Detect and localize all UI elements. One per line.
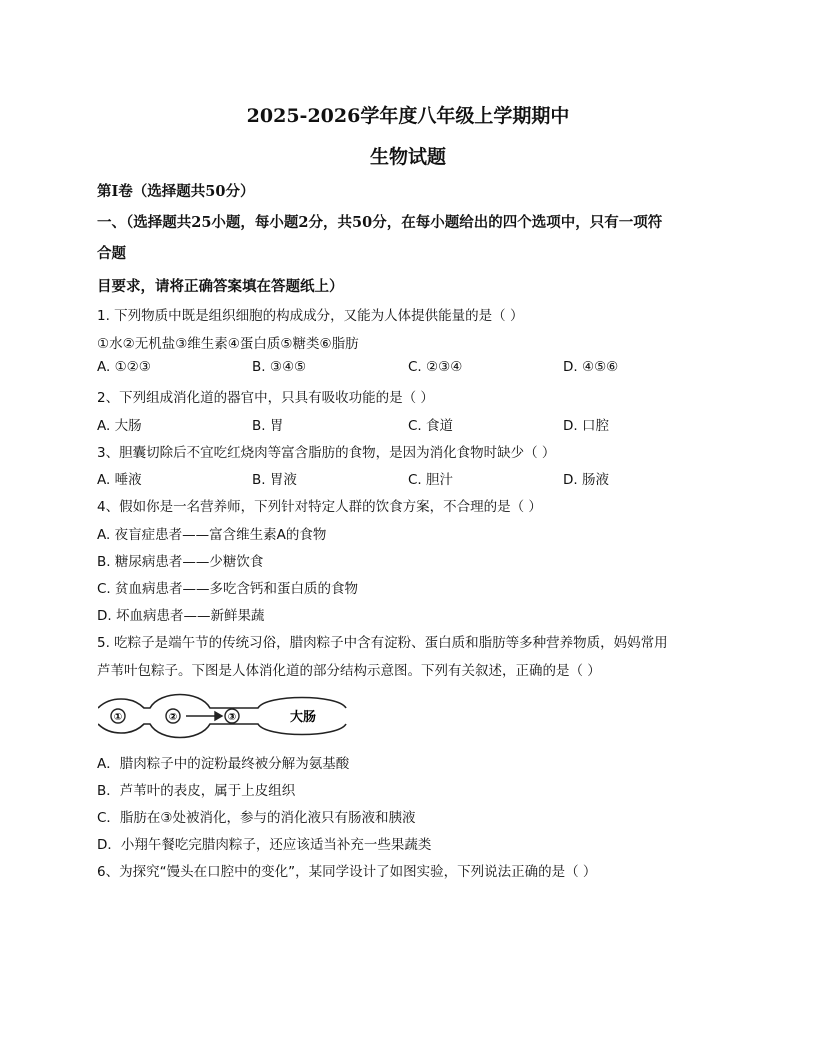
diagram-label-2: ② — [168, 712, 178, 723]
question-3-option-a: A. 唾液 — [97, 472, 142, 488]
question-4-option-c: C. 贫血病患者——多吃含钙和蛋白质的食物 — [97, 581, 359, 597]
page-title-line1: 2025-2026学年度八年级上学期期中 — [246, 105, 570, 127]
page-title-line2: 生物试题 — [369, 146, 446, 168]
question-5-option-b: B．芦苇叶的表皮，属于上皮组织 — [97, 783, 296, 799]
question-2-option-c: C. 食道 — [408, 418, 454, 434]
question-6-stem: 6、为探究“馒头在口腔中的变化”，某同学设计了如图实验，下列说法正确的是（ ） — [97, 864, 597, 880]
question-2-stem: 2、下列组成消化道的器官中，只具有吸收功能的是（ ） — [97, 390, 434, 406]
question-1-option-a: A. ①②③ — [97, 359, 151, 375]
question-3-option-d: D. 肠液 — [563, 472, 609, 488]
question-3-option-c: C. 胆汁 — [408, 472, 454, 488]
section-instruction-line2: 合题 — [97, 245, 126, 262]
question-5-option-a: A．腊肉粽子中的淀粉最终被分解为氨基酸 — [97, 756, 350, 772]
question-1-stem: 1. 下列物质中既是组织细胞的构成成分，又能为人体提供能量的是（ ） — [97, 308, 524, 324]
question-2-option-a: A. 大肠 — [97, 418, 142, 434]
question-1-option-c: C. ②③④ — [408, 359, 463, 375]
question-1-substances: ①水②无机盐③维生素④蛋白质⑤糖类⑥脂肪 — [97, 336, 359, 352]
question-1-option-b: B. ③④⑤ — [252, 359, 307, 375]
diagram-label-large-intestine: 大肠 — [289, 710, 317, 725]
diagram-label-3: ③ — [227, 712, 237, 723]
question-4-option-b: B. 糖尿病患者——少糖饮食 — [97, 554, 264, 570]
question-3-option-b: B. 胃液 — [252, 472, 297, 488]
question-4-option-a: A. 夜盲症患者——富含维生素A的食物 — [97, 527, 327, 543]
digestive-tract-diagram — [98, 688, 348, 748]
question-5-stem-line2: 芦苇叶包粽子。下图是人体消化道的部分结构示意图。下列有关叙述，正确的是（ ） — [97, 663, 601, 679]
section-instruction-line1: 一、（选择题共25小题，每小题2分，共50分，在每小题给出的四个选项中，只有一项符 — [97, 214, 663, 231]
question-1-option-d: D. ④⑤⑥ — [563, 359, 619, 375]
diagram-label-1: ① — [113, 712, 123, 723]
question-4-stem: 4、假如你是一名营养师，下列针对特定人群的饮食方案，不合理的是（ ） — [97, 499, 542, 515]
question-2-option-d: D. 口腔 — [563, 418, 609, 434]
question-2-option-b: B. 胃 — [252, 418, 284, 434]
question-5-stem-line1: 5. 吃粽子是端午节的传统习俗，腊肉粽子中含有淀粉、蛋白质和脂肪等多种营养物质，妈妈常用 — [97, 635, 668, 651]
question-4-option-d: D. 坏血病患者——新鲜果蔬 — [97, 608, 265, 624]
section-instruction-line3: 目要求，请将正确答案填在答题纸上） — [97, 278, 344, 295]
question-5-option-c: C．脂肪在③处被消化，参与的消化液只有肠液和胰液 — [97, 810, 416, 826]
flow-arrow — [186, 712, 222, 720]
question-5-option-d: D．小翔午餐吃完腊肉粽子，还应该适当补充一些果蔬类 — [97, 837, 432, 853]
section-part: 第Ⅰ卷（选择题共50分） — [97, 183, 255, 200]
question-3-stem: 3、胆囊切除后不宜吃红烧肉等富含脂肪的食物，是因为消化食物时缺少（ ） — [97, 445, 556, 461]
